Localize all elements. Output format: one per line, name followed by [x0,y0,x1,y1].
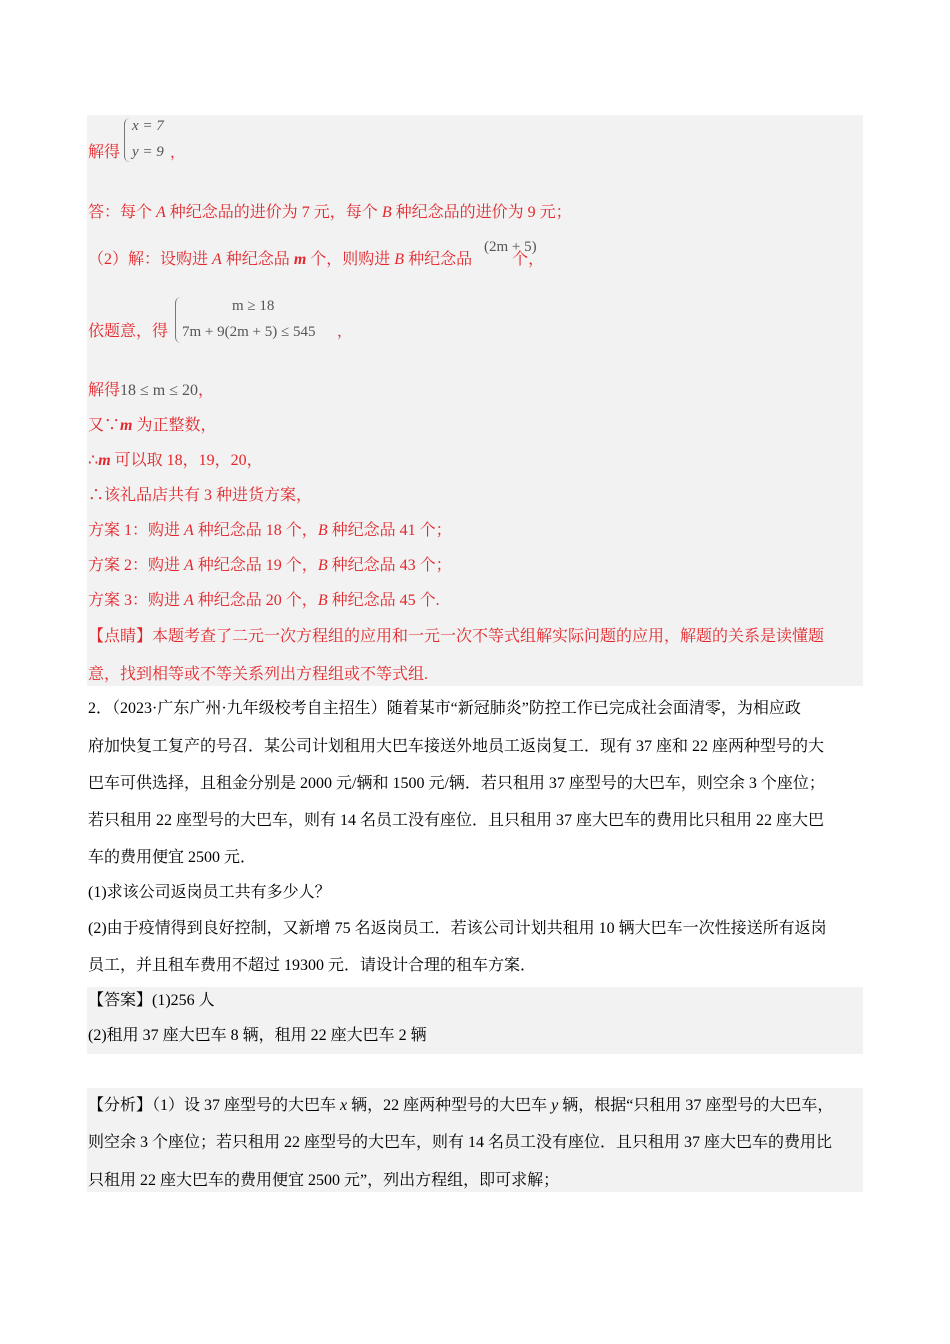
text-line [88,991,215,1011]
text-segment: 方案 3：购进 [88,592,185,609]
text-segment: 个， [472,251,545,268]
text-line [88,1026,427,1046]
text-segment: 种纪念品的进价为 7 元，每个 [165,204,382,221]
system-prefix: 依题意，得 [88,323,169,340]
text-segment: 种纪念品 20 个， [193,592,318,609]
text-line [88,556,452,576]
text-segment: (2)租用 37 座大巴车 8 辆，租用 22 座大巴车 2 辆 [88,1027,427,1044]
text-line [88,591,440,611]
text-segment: 2．（2023·广东广州·九年级校考自主招生）随着某市“新冠肺炎”防控工作已完成社会面清零，为相应政 [88,700,801,717]
text-segment: 种纪念品 18 个， [193,522,318,539]
text-segment: 又∵ [88,417,121,434]
text-segment: 答：每个 [88,204,157,221]
text-line [88,486,312,506]
text-segment: B [317,592,328,609]
text-segment: 种纪念品 45 个. [327,592,440,609]
text-line [88,416,216,436]
text-segment: 方案 1：购进 [88,522,185,539]
text-segment: 种纪念品 41 个； [327,522,452,539]
text-segment: A [184,592,194,609]
text-segment: 辆，22 座两种型号的大巴车 [347,1097,552,1114]
equation-2: y = 9 [132,144,164,160]
text-line [88,665,428,685]
text-segment: 解得 [88,382,121,399]
text-segment: (1)求该公司返岗员工共有多少人？ [88,884,331,901]
text-line [88,737,824,757]
text-segment: A [156,204,166,221]
text-segment: B [317,557,328,574]
equation-1: x = 7 [132,118,164,134]
text-segment: 【分析】（1）设 37 座型号的大巴车 [88,1097,341,1114]
text-segment: 意，找到相等或不等关系列出方程组或不等式组. [88,666,429,683]
brace-icon [175,297,181,343]
text-line [88,956,536,976]
text-segment: 种纪念品 [404,251,473,268]
text-segment: 车的费用便宜 2500 元． [88,849,257,866]
text-line [88,848,256,868]
system-suffix: ， [170,145,186,161]
inequality-1: m ≥ 18 [232,298,275,314]
text-segment: m [293,251,307,268]
text-segment: B [317,522,328,539]
text-segment: m [98,452,111,469]
text-segment: 种纪念品 [221,251,294,268]
text-segment: 若只租用 22 座型号的大巴车，则有 14 名员工没有座位．且只租用 37 座大巴车的费用比只租用 22 座大巴 [88,812,825,829]
text-segment: y [551,1097,559,1114]
text-segment: ， [198,382,215,399]
text-segment: B [394,251,405,268]
system-prefix: 解得 [88,144,121,161]
text-line [88,627,824,647]
text-line [88,203,572,223]
text-segment: (2)由于疫情得到良好控制，又新增 75 名返岗员工．若该公司计划共租用 10 辆大巴车一次性接送所有返岗 [88,920,827,937]
text-line [88,381,214,401]
text-segment: 为正整数， [132,417,217,434]
text-segment: 【答案】(1)256 人 [88,992,215,1009]
text-segment: （2）解：设购进 [88,251,213,268]
text-segment: 方案 2：购进 [88,557,185,574]
text-segment: m [120,417,133,434]
text-segment: 巴车可供选择，且租金分别是 2000 元/辆和 1500 元/辆．若只租用 37 座型号的大巴车，则空余 3 个座位； [88,775,825,792]
text-line [88,451,263,471]
text-segment: 种纪念品 19 个， [193,557,318,574]
text-line [88,1171,559,1191]
text-segment: 18 ≤ m ≤ 20 [120,382,199,399]
text-segment: A [184,522,194,539]
text-segment: 【点睛】本题考查了二元一次方程组的应用和一元一次不等式组解实际问题的应用，解题的关系是读懂题 [88,628,825,645]
text-segment: ∴该礼品店共有 3 种进货方案， [88,487,313,504]
text-line [88,521,452,541]
text-segment: 个，则购进 [306,251,395,268]
text-segment: A [184,557,194,574]
text-segment: 辆，根据“只租用 37 座型号的大巴车， [558,1097,834,1114]
text-segment: 员工，并且租车费用不超过 19300 元．请设计合理的租车方案． [88,957,537,974]
text-segment: B [381,204,392,221]
text-line [88,774,825,794]
brace-icon [124,118,130,162]
text-segment: 府加快复工复产的号召．某公司计划租用大巴车接送外地员工返岗复工．现有 37 座和 22 座两种型号的大 [88,738,825,755]
text-segment: x [340,1097,348,1114]
text-segment: 可以取 18，19，20， [110,452,263,469]
text-line [88,1096,833,1116]
text-line [88,699,801,719]
text-line [88,250,544,270]
expression-2m-plus-5: (2m + 5) [484,239,537,255]
inequality-2: 7m + 9(2m + 5) ≤ 545 [182,324,316,340]
text-segment: ∴ [88,452,99,469]
text-segment: 种纪念品的进价为 9 元； [391,204,572,221]
text-line [88,811,824,831]
system-suffix: ， [337,324,353,340]
text-line [88,883,331,903]
text-segment: 只租用 22 座大巴车的费用便宜 2500 元”，列出方程组，即可求解； [88,1172,560,1189]
text-line [88,1133,832,1153]
text-segment: 种纪念品 43 个； [327,557,452,574]
text-segment: A [212,251,222,268]
text-segment: 则空余 3 个座位；若只租用 22 座型号的大巴车，则有 14 名员工没有座位．且只租用 37 座大巴车的费用比 [88,1134,833,1151]
text-line [88,919,827,939]
